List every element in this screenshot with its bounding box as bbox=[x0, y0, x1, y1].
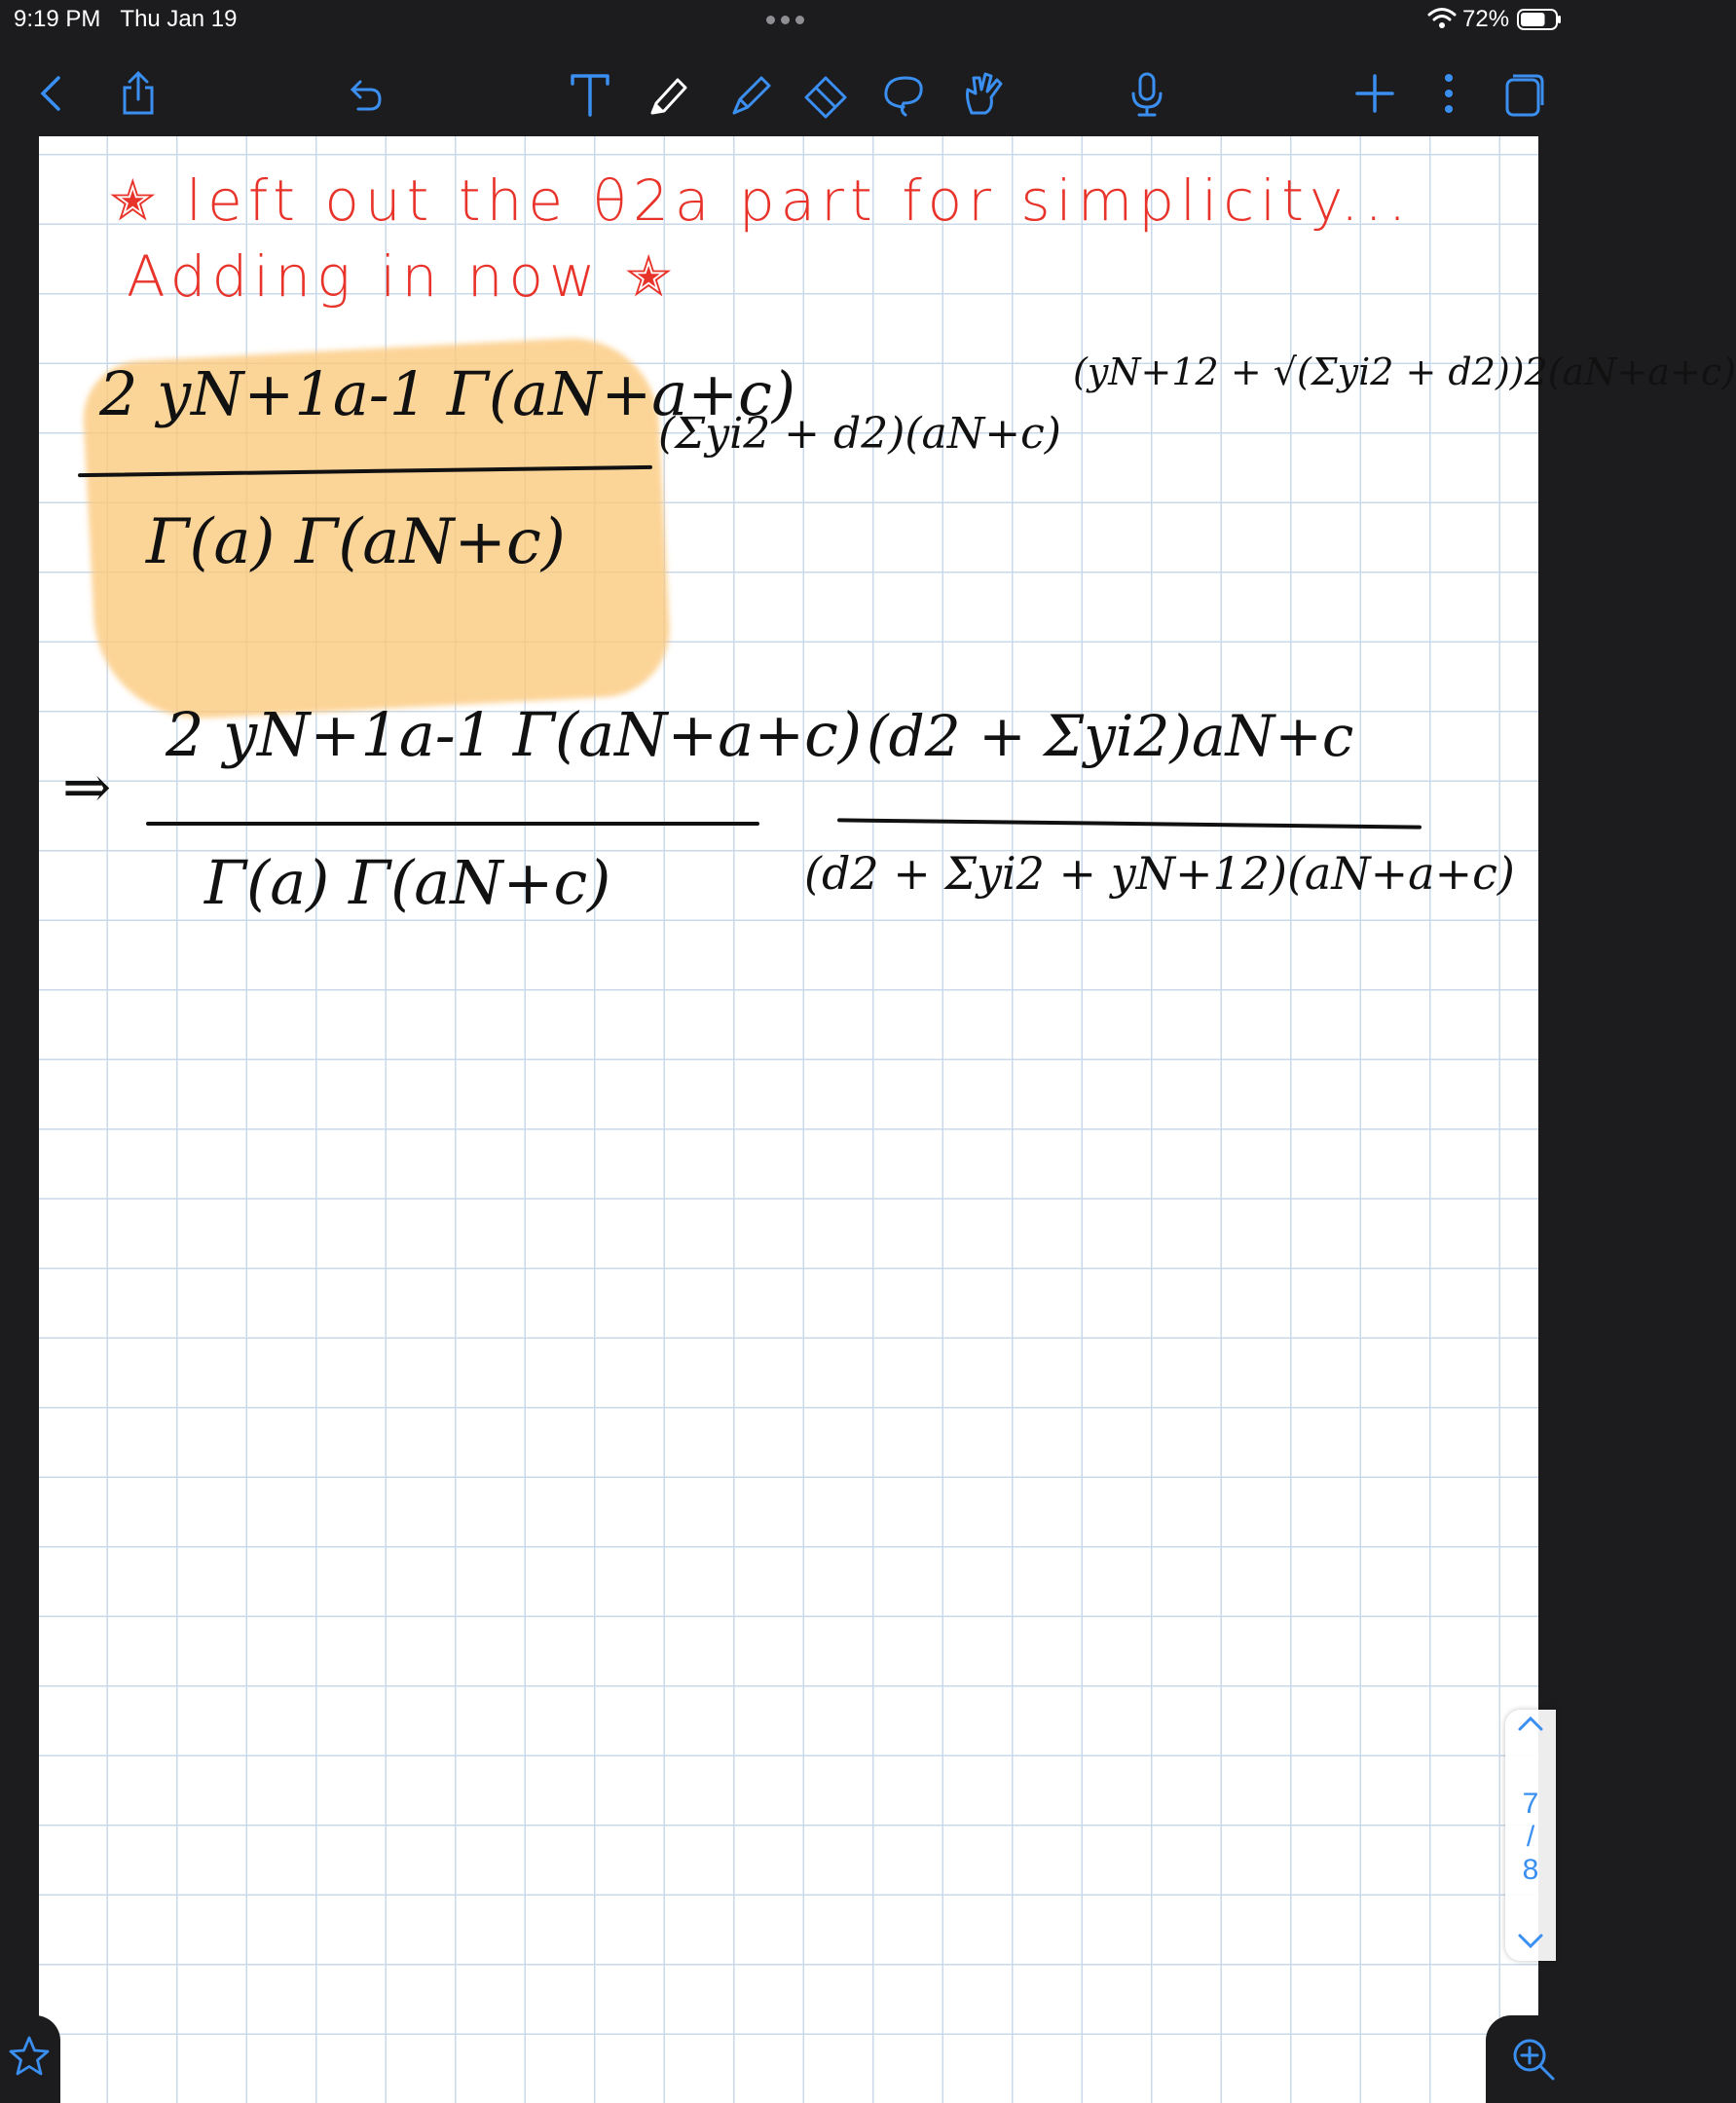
eraser-tool-button[interactable] bbox=[800, 68, 851, 119]
eq1-factor2: (yN+12 + √(Σyi2 + d2))2(aN+a+c) bbox=[1073, 350, 1736, 393]
page-separator: / bbox=[1526, 1821, 1535, 1853]
pen-tool-button[interactable] bbox=[643, 68, 693, 119]
eq2-left-fraction-bar bbox=[146, 822, 759, 826]
share-icon bbox=[115, 70, 162, 117]
hand-tool-button[interactable] bbox=[958, 68, 1009, 119]
add-button[interactable] bbox=[1349, 68, 1400, 119]
undo-button[interactable] bbox=[339, 68, 389, 119]
pages-icon bbox=[1499, 70, 1546, 117]
battery-icon bbox=[1517, 9, 1562, 30]
text-tool-icon bbox=[567, 70, 613, 117]
current-page: 7 bbox=[1522, 1788, 1539, 1820]
zoom-button[interactable] bbox=[1486, 2015, 1577, 2103]
highlighter-tool-button[interactable] bbox=[724, 68, 775, 119]
page-up-button[interactable] bbox=[1505, 1710, 1556, 1749]
chevron-left-icon bbox=[29, 70, 76, 117]
eq2-right-denominator: (d2 + Σyi2 + yN+12)(aN+a+c) bbox=[804, 847, 1515, 900]
plus-icon bbox=[1351, 70, 1398, 117]
lasso-icon bbox=[880, 70, 927, 117]
text-tool-button[interactable] bbox=[565, 68, 615, 119]
pages-button[interactable] bbox=[1497, 68, 1548, 119]
microphone-button[interactable] bbox=[1122, 68, 1172, 119]
eq1-numerator: 2 yN+1a-1 Γ(aN+a+c) bbox=[99, 358, 796, 429]
page-navigator bbox=[1505, 1710, 1556, 1961]
note-canvas[interactable] bbox=[39, 136, 1736, 2103]
favorite-button[interactable] bbox=[0, 2015, 60, 2103]
more-button[interactable] bbox=[1423, 68, 1474, 119]
chevron-down-icon bbox=[1516, 1926, 1545, 1955]
zoom-in-icon bbox=[1511, 2037, 1556, 2082]
eq2-left-numerator: 2 yN+1a-1 Γ(aN+a+c) bbox=[166, 699, 863, 770]
eq1-denominator: Γ(a) Γ(aN+c) bbox=[146, 506, 566, 578]
pen-icon bbox=[645, 70, 691, 117]
multitasking-dots-icon[interactable] bbox=[766, 12, 811, 25]
more-icon bbox=[1425, 70, 1472, 117]
undo-icon bbox=[341, 70, 388, 117]
implies-arrow: ⇒ bbox=[62, 754, 112, 822]
status-time: 9:19 PM Thu Jan 19 bbox=[14, 6, 238, 32]
eq1-factor1: (Σyi2 + d2)(aN+c) bbox=[658, 409, 1061, 459]
share-button[interactable] bbox=[113, 68, 164, 119]
eq2-left-denominator: Γ(a) Γ(aN+c) bbox=[204, 847, 611, 918]
battery-percent: 72% bbox=[1462, 6, 1510, 32]
hand-tool-icon bbox=[960, 70, 1007, 117]
red-note-line1: ✭ left out the θ2a part for simplicity... bbox=[109, 167, 1413, 234]
eq2-right-fraction-bar bbox=[837, 818, 1422, 829]
eq2-right-numerator: (d2 + Σyi2)aN+c bbox=[867, 703, 1354, 769]
highlighter-icon bbox=[726, 70, 773, 117]
back-button[interactable] bbox=[27, 68, 78, 119]
chevron-up-icon bbox=[1516, 1710, 1545, 1739]
eraser-icon bbox=[802, 70, 849, 117]
red-note-line2: Adding in now ✭ bbox=[127, 243, 679, 310]
toolbar bbox=[0, 47, 1577, 136]
star-icon bbox=[8, 2035, 51, 2078]
microphone-icon bbox=[1124, 70, 1170, 117]
status-bar bbox=[0, 0, 1577, 43]
lasso-tool-button[interactable] bbox=[878, 68, 929, 119]
wifi-icon bbox=[1427, 6, 1457, 31]
page-down-button[interactable] bbox=[1505, 1926, 1556, 1965]
total-pages: 8 bbox=[1522, 1854, 1539, 1886]
